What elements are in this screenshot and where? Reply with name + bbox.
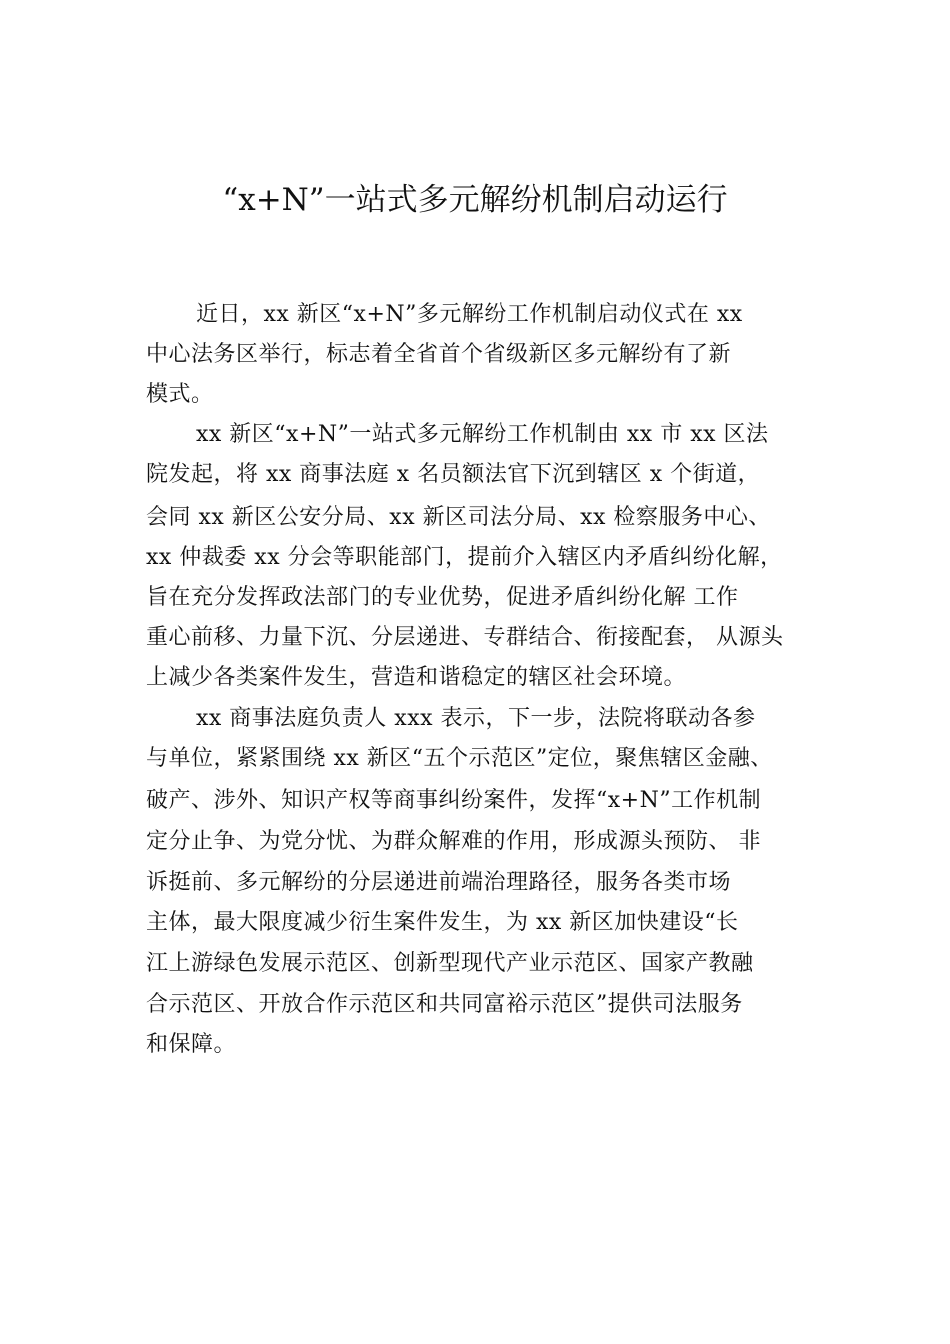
paragraph-3-line-1: xx 商事法庭负责人 xxx 表示，下一步，法院将联动各参 bbox=[196, 706, 756, 731]
paragraph-2-line-6: 重心前移、力量下沉、分层递进、专群结合、衔接配套， 从源头 bbox=[146, 625, 784, 650]
paragraph-2-line-5: 旨在充分发挥政法部门的专业优势，促进矛盾纠纷化解 工作 bbox=[146, 585, 739, 610]
paragraph-2-line-1: xx 新区“x+N”一站式多元解纷工作机制由 xx 市 xx 区法 bbox=[196, 422, 769, 447]
paragraph-2-line-3: 会同 xx 新区公安分局、xx 新区司法分局、xx 检察服务中心、 bbox=[146, 505, 771, 530]
paragraph-3-line-6: 主体，最大限度减少衍生案件发生，为 xx 新区加快建设“长 bbox=[146, 910, 739, 935]
paragraph-2-line-2: 院发起，将 xx 商事法庭 x 名员额法官下沉到辖区 x 个街道， bbox=[146, 462, 761, 487]
paragraph-1-line-3: 模式。 bbox=[146, 382, 214, 407]
paragraph-2-line-4: xx 仲裁委 xx 分会等职能部门，提前介入辖区内矛盾纠纷化解， bbox=[146, 545, 783, 570]
paragraph-3-line-7: 江上游绿色发展示范区、创新型现代产业示范区、国家产教融 bbox=[146, 951, 754, 976]
paragraph-3-line-2: 与单位，紧紧围绕 xx 新区“五个示范区”定位，聚焦辖区金融、 bbox=[146, 746, 773, 771]
paragraph-2-line-7: 上减少各类案件发生，营造和谐稳定的辖区社会环境。 bbox=[146, 665, 687, 690]
paragraph-3-line-8: 合示范区、开放合作示范区和共同富裕示范区”提供司法服务 bbox=[146, 992, 743, 1017]
paragraph-3-line-5: 诉挺前、多元解纷的分层递进前端治理路径，服务各类市场 bbox=[146, 870, 732, 895]
paragraph-3-line-9: 和保障。 bbox=[146, 1032, 237, 1057]
paragraph-1-line-2: 中心法务区举行，标志着全省首个省级新区多元解纷有了新 bbox=[146, 342, 732, 367]
paragraph-3-line-3: 破产、涉外、知识产权等商事纠纷案件，发挥“x+N”工作机制 bbox=[146, 788, 762, 813]
paragraph-3-line-4: 定分止争、为党分忧、为群众解难的作用，形成源头预防、 非 bbox=[146, 829, 761, 854]
document-title: “x+N”一站式多元解纷机制启动运行 bbox=[222, 182, 728, 218]
paragraph-1-line-1: 近日，xx 新区“x+N”多元解纷工作机制启动仪式在 xx bbox=[196, 302, 743, 327]
